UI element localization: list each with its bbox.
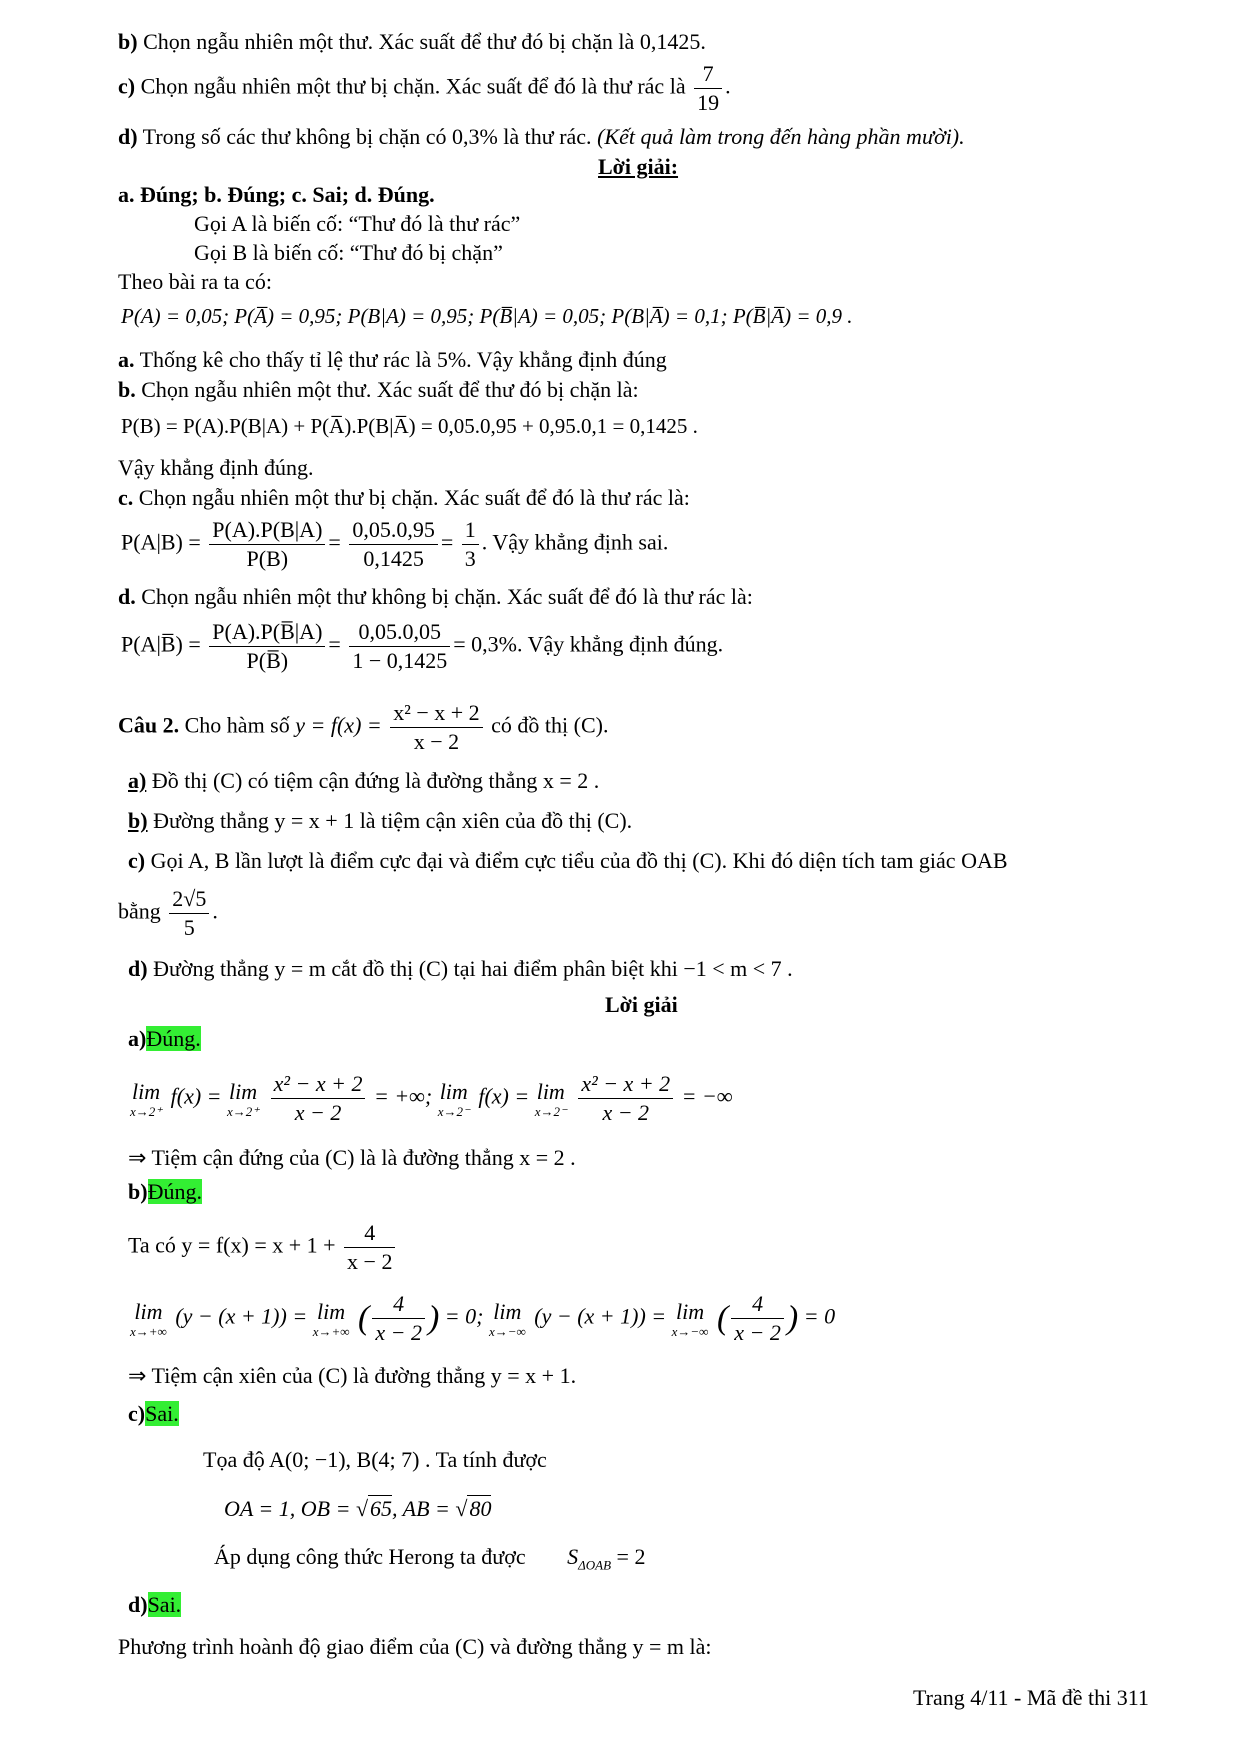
option-label: b): [118, 29, 138, 54]
fraction: $\frac{0,05.0,95}{0,1425}$: [349, 516, 438, 573]
fraction: $\frac{\text{x² − x + 2}}{x - 2}$: [271, 1070, 366, 1127]
sol-d-line: d. Chọn ngẫu nhiên một thư không bị chặn. Xác suất để đó là thư rác là:: [118, 584, 753, 609]
sol2-b-verdict: b)Đúng.: [128, 1179, 202, 1204]
option-c-line: c) Chọn ngẫu nhiên một thư bị chặn. Xác suất để đó là thư rác là $\frac{7}{19}$ .: [118, 61, 731, 115]
sol-b-conclusion: Vậy khẳng định đúng.: [118, 455, 314, 480]
event-a-def: Gọi A là biến cố: “Thư đó là thư rác”: [194, 211, 521, 236]
q2-option-d: d) Đường thẳng y = m cắt đồ thị (C) tại hai điểm phân biệt khi −1 < m < 7 .: [128, 956, 793, 981]
fraction: $\frac{0,05.0,05}{1 - 0,1425}$: [349, 618, 450, 675]
option-label: d): [118, 124, 138, 149]
q2-option-a: a) Đồ thị (C) có tiệm cận đứng là đường thẳng x = 2 .: [128, 768, 600, 793]
fraction: $\frac{2√5}{5}$: [169, 885, 209, 942]
fraction: $\frac{\text{x² − x + 2}}{x - 2}$: [390, 699, 482, 756]
sol2-a-conclusion: ⇒ Tiệm cận đứng của (C) là là đường thẳng x = 2 .: [128, 1145, 576, 1170]
option-d-line: [118, 123, 965, 151]
verdict-highlight: Đúng.: [147, 1179, 202, 1204]
sol-c-line: c. Chọn ngẫu nhiên một thư bị chặn. Xác suất để đó là thư rác là:: [118, 485, 690, 510]
total-probability-formula: P(B) = P(A).P(B|A) + P(A̅).P(B|A̅) = 0,05.0,95 + 0,95.0,1 = 0,1425 .: [121, 414, 698, 438]
verdict-highlight: Sai.: [145, 1401, 179, 1426]
fraction: $\frac{1}{3}$: [462, 516, 479, 573]
question-label: Câu 2.: [118, 712, 180, 738]
sol2-d-text: Phương trình hoành độ giao điểm của (C) và đường thẳng y = m là:: [118, 1634, 712, 1659]
option-text: Chọn ngẫu nhiên một thư bị chặn. Xác suất để đó là thư rác là: [140, 73, 686, 99]
q2-option-c-cont: bằng $\frac{2√5}{5}$ .: [118, 886, 218, 940]
q2-option-b: b) Đường thẳng y = x + 1 là tiệm cận xiên của đồ thị (C).: [128, 808, 633, 833]
sol-a-line: a. Thống kê cho thấy tỉ lệ thư rác là 5%. Vậy khẳng định đúng: [118, 347, 667, 372]
event-b-def: Gọi B là biến cố: “Thư đó bị chặn”: [194, 240, 503, 265]
verdict-highlight: Sai.: [147, 1592, 182, 1617]
option-label: c): [118, 73, 136, 99]
fraction: $\frac{7}{19}$: [694, 60, 722, 117]
note-text: (Kết quả làm trong đến hàng phần mười).: [597, 124, 965, 149]
option-text: Trong số các thư không bị chặn có 0,3% là thư rác.: [142, 124, 592, 149]
q2-option-c: c) Gọi A, B lần lượt là điểm cực đại và điểm cực tiểu của đồ thị (C). Khi đó diện tích tam giác OAB: [128, 848, 1008, 873]
option-b-line: [118, 28, 706, 56]
limit-vertical-asymptote: lim x→2⁺ f(x) = lim x→2⁺ $\frac{\text{x² − x + 2}}{x - 2}$ = +∞; lim x→2⁻ f(x) = lim x→2⁻ $\frac{\text{x² − x + 2}}{x - 2}$ = −∞: [130, 1071, 733, 1125]
answer-summary: a. Đúng; b. Đúng; c. Sai; d. Đúng.: [118, 182, 435, 207]
heron-line: Áp dụng công thức Herong ta được $S_{\Delta OAB} = 2$: [214, 1544, 646, 1573]
fraction: $\frac{4}{x - 2}$: [372, 1290, 425, 1347]
sol2-c-verdict: c)Sai.: [128, 1401, 179, 1426]
fraction: $\frac{4}{x - 2}$: [731, 1290, 784, 1347]
question-2: Câu 2. Cho hàm số y = f(x) = $\frac{\text{x² − x + 2}}{x - 2}$ có đồ thị (C).: [118, 700, 609, 754]
page-footer: Trang 4/11 - Mã đề thi 311: [913, 1685, 1149, 1710]
sol-b-line: b. Chọn ngẫu nhiên một thư. Xác suất để thư đó bị chặn là:: [118, 377, 639, 402]
fraction: $\frac{\text{x² − x + 2}}{x - 2}$: [578, 1070, 673, 1127]
lengths-line: OA = 1, OB = √65, AB = √80: [224, 1496, 492, 1521]
fraction: $\frac{P(A).P(B|A)}{P(B)}$: [209, 516, 325, 573]
fraction: $\frac{4}{x - 2}$: [344, 1219, 395, 1276]
oblique-form: Ta có y = f(x) = x + 1 + $\frac{4}{x - 2}$: [128, 1219, 398, 1276]
bayes-formula-d: P(A|B̅) = $\frac{P(A).P(B̅|A)}{P(B̅)}$ = $\frac{0,05.0,05}{1 - 0,1425}$ = 0,3%. Vậy khẳng định đúng.: [121, 619, 724, 673]
limit-oblique-asymptote: lim x→+∞ (y − (x + 1)) = lim x→+∞ ( $\frac{4}{x - 2}$ ) = 0; lim x→−∞ (y − (x + 1)) = lim x→−∞ ( $\frac{4}{x - 2}$ ) = 0: [130, 1291, 836, 1345]
bayes-formula-c: P(A|B) = $\frac{P(A).P(B|A)}{P(B)}$ = $\frac{0,05.0,95}{0,1425}$ = $\frac{1}{3}$ . Vậy khẳng định sai.: [121, 517, 669, 571]
solution-heading: Lời giải:: [598, 154, 679, 179]
verdict-highlight: Đúng.: [146, 1026, 201, 1051]
solution-heading: Lời giải: [605, 992, 678, 1017]
given-text: Theo bài ra ta có:: [118, 269, 272, 294]
coordinates-line: Tọa độ A(0; −1), B(4; 7) . Ta tính được: [203, 1447, 547, 1472]
option-text: Chọn ngẫu nhiên một thư. Xác suất để thư đó bị chặn là 0,1425.: [143, 29, 706, 54]
fraction: $\frac{P(A).P(B̅|A)}{P(B̅)}$: [209, 618, 325, 675]
given-probabilities: P(A) = 0,05; P(A̅) = 0,95; P(B|A) = 0,95; P(B̅|A) = 0,05; P(B|A̅) = 0,1; P(B̅|A̅) = 0,9 .: [121, 304, 853, 328]
sol2-d-verdict: d)Sai.: [128, 1592, 182, 1617]
sol2-b-conclusion: ⇒ Tiệm cận xiên của (C) là đường thẳng y = x + 1.: [128, 1363, 577, 1388]
sol2-a-verdict: a)Đúng.: [128, 1026, 201, 1051]
